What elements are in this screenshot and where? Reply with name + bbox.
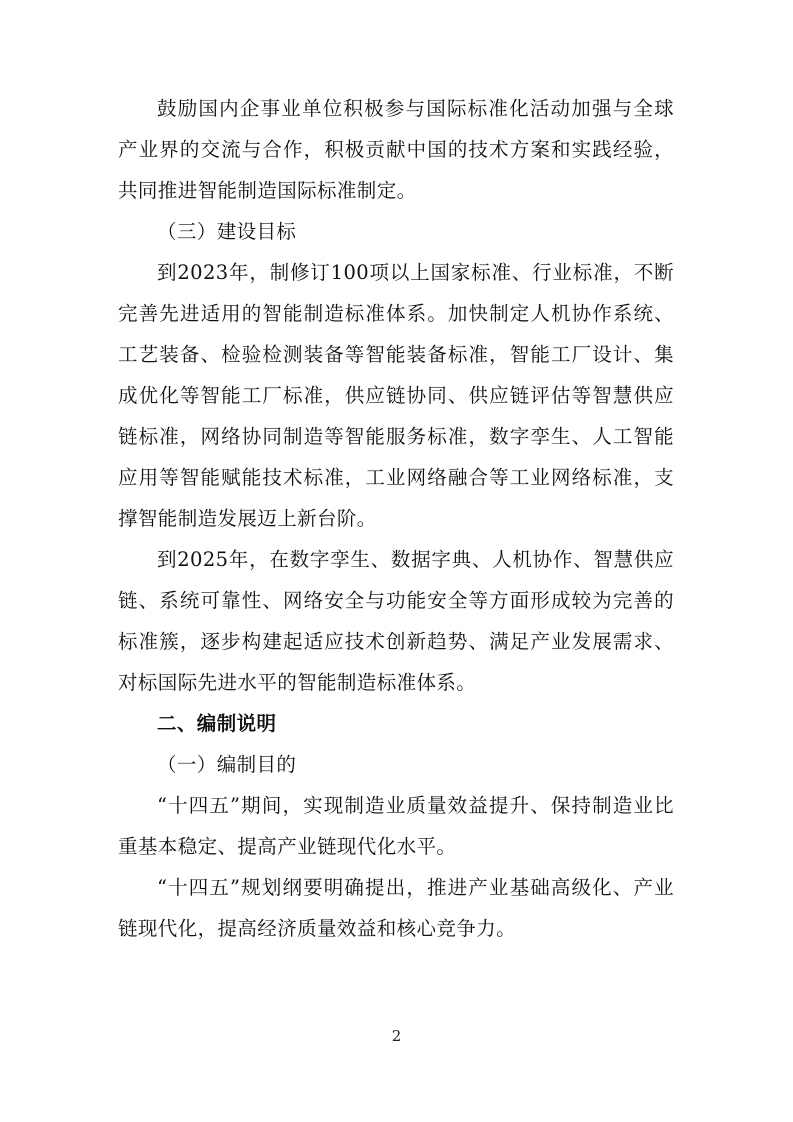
paragraph-international-cooperation: 鼓励国内企事业单位积极参与国际标准化活动加强与全球产业界的交流与合作，积极贡献中国的技术方案和实践经验，共同推进智能制造国际标准制定。: [118, 97, 674, 202]
paragraph-goal-2025: 到2025年，在数字孪生、数据字典、人机协作、智慧供应链、系统可靠性、网络安全与功能安全等方面形成较为完善的标准簇，逐步构建起适应技术创新趋势、满足产业发展需求、对标国际先进水平的智能制造标准体系。: [118, 548, 674, 694]
section-heading-compilation-purpose: （一）编制目的: [157, 753, 297, 776]
chapter-heading-compilation-notes: 二、编制说明: [157, 712, 277, 735]
page-number: 2: [391, 1027, 402, 1045]
document-body: [118, 88, 674, 949]
paragraph-fourteenth-five-year-plan: “十四五”规划纲要明确提出，推进产业基础高级化、产业链现代化，提高经济质量效益和核心竞争力。: [118, 876, 674, 940]
section-heading-construction-goals: （三）建设目标: [157, 220, 297, 243]
paragraph-goal-2023: 到2023年，制修订100项以上国家标准、行业标准，不断完善先进适用的智能制造标准体系。加快制定人机协作系统、工艺装备、检验检测装备等智能装备标准，智能工厂设计、集成优化等智能工厂标准，供应链协同、供应链评估等智慧供应链标准，网络协同制造等智能服务标准，数字孪生、人工智能应用等智能赋能技术标准，工业网络融合等工业网络标准，支撑智能制造发展迈上新台阶。: [118, 261, 674, 530]
paragraph-fourteenth-five-year-period: “十四五”期间，实现制造业质量效益提升、保持制造业比重基本稳定、提高产业链现代化水平。: [118, 794, 674, 858]
